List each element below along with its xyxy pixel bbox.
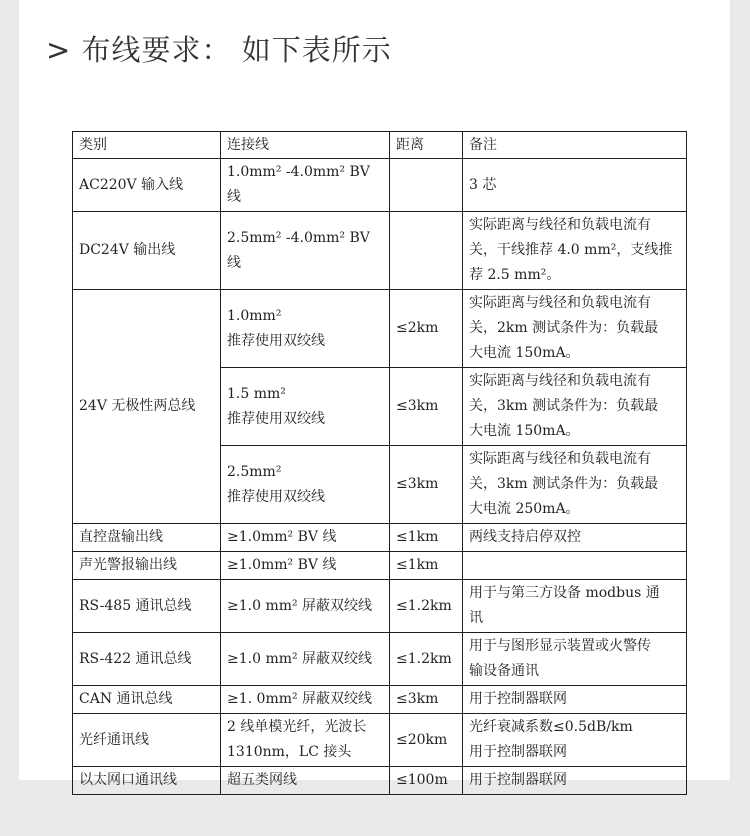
cell-distance: ≤3km	[390, 446, 463, 524]
header-distance: 距离	[390, 132, 463, 159]
cell-category: 24V 无极性两总线	[73, 290, 221, 524]
cell-category: AC220V 输入线	[73, 159, 221, 212]
table-row	[73, 633, 687, 686]
table-row	[73, 714, 687, 767]
cell-note: 实际距离与线径和负载电流有 关，3km 测试条件为：负载最 大电流 250mA。	[463, 446, 687, 524]
cell-wire: 2.5mm² 推荐使用双绞线	[221, 446, 390, 524]
cell-note: 光纤衰减系数≤0.5dB/km 用于控制器联网	[463, 714, 687, 767]
table-row	[73, 580, 687, 633]
cell-note: 用于控制器联网	[463, 767, 687, 795]
cell-wire: 2.5mm² -4.0mm² BV 线	[221, 212, 390, 290]
cell-category: RS-485 通讯总线	[73, 580, 221, 633]
cell-category: 以太网口通讯线	[73, 767, 221, 795]
table-row	[73, 212, 687, 290]
cell-wire: ≥1.0 mm² 屏蔽双绞线	[221, 633, 390, 686]
table-row	[73, 524, 687, 552]
table-header-row	[73, 132, 687, 159]
cell-note: 实际距离与线径和负载电流有 关，2km 测试条件为：负载最 大电流 150mA。	[463, 290, 687, 368]
cell-category: RS-422 通讯总线	[73, 633, 221, 686]
cell-distance: ≤1km	[390, 552, 463, 580]
cell-distance: ≤1.2km	[390, 633, 463, 686]
cell-distance: ≤3km	[390, 368, 463, 446]
cell-wire: 1.0mm² -4.0mm² BV 线	[221, 159, 390, 212]
cell-wire: 1.0mm² 推荐使用双绞线	[221, 290, 390, 368]
cell-wire: 1.5 mm² 推荐使用双绞线	[221, 368, 390, 446]
cell-category: CAN 通讯总线	[73, 686, 221, 714]
cell-note: 用于控制器联网	[463, 686, 687, 714]
table-row	[73, 159, 687, 212]
cell-note: 用于与第三方设备 modbus 通 讯	[463, 580, 687, 633]
table-row	[73, 686, 687, 714]
cell-wire: ≥1.0mm² BV 线	[221, 552, 390, 580]
cell-note: 用于与图形显示装置或火警传 输设备通讯	[463, 633, 687, 686]
header-category: 类别	[73, 132, 221, 159]
header-wire: 连接线	[221, 132, 390, 159]
cell-wire: ≥1.0 mm² 屏蔽双绞线	[221, 580, 390, 633]
cell-note: 实际距离与线径和负载电流有 关，3km 测试条件为：负载最 大电流 150mA。	[463, 368, 687, 446]
cell-wire: 2 线单模光纤，光波长 1310nm，LC 接头	[221, 714, 390, 767]
cell-distance: ≤20km	[390, 714, 463, 767]
page-title: > 布线要求： 如下表所示	[46, 33, 392, 67]
cell-distance: ≤3km	[390, 686, 463, 714]
cell-category: DC24V 输出线	[73, 212, 221, 290]
cell-category: 直控盘输出线	[73, 524, 221, 552]
table-row	[73, 552, 687, 580]
cell-note: 两线支持启停双控	[463, 524, 687, 552]
cell-note	[463, 552, 687, 580]
table-row	[73, 290, 687, 368]
cell-note: 3 芯	[463, 159, 687, 212]
header-note: 备注	[463, 132, 687, 159]
cell-distance: ≤1km	[390, 524, 463, 552]
cell-distance	[390, 159, 463, 212]
cell-distance: ≤100m	[390, 767, 463, 795]
cell-distance	[390, 212, 463, 290]
cell-note: 实际距离与线径和负载电流有 关，干线推荐 4.0 mm²，支线推 荐 2.5 mm²。	[463, 212, 687, 290]
cell-category: 声光警报输出线	[73, 552, 221, 580]
wiring-requirements-table	[72, 131, 687, 795]
cell-category: 光纤通讯线	[73, 714, 221, 767]
cell-wire: 超五类网线	[221, 767, 390, 795]
cell-wire: ≥1. 0mm² 屏蔽双绞线	[221, 686, 390, 714]
cell-distance: ≤2km	[390, 290, 463, 368]
table-row	[73, 767, 687, 795]
cell-distance: ≤1.2km	[390, 580, 463, 633]
cell-wire: ≥1.0mm² BV 线	[221, 524, 390, 552]
